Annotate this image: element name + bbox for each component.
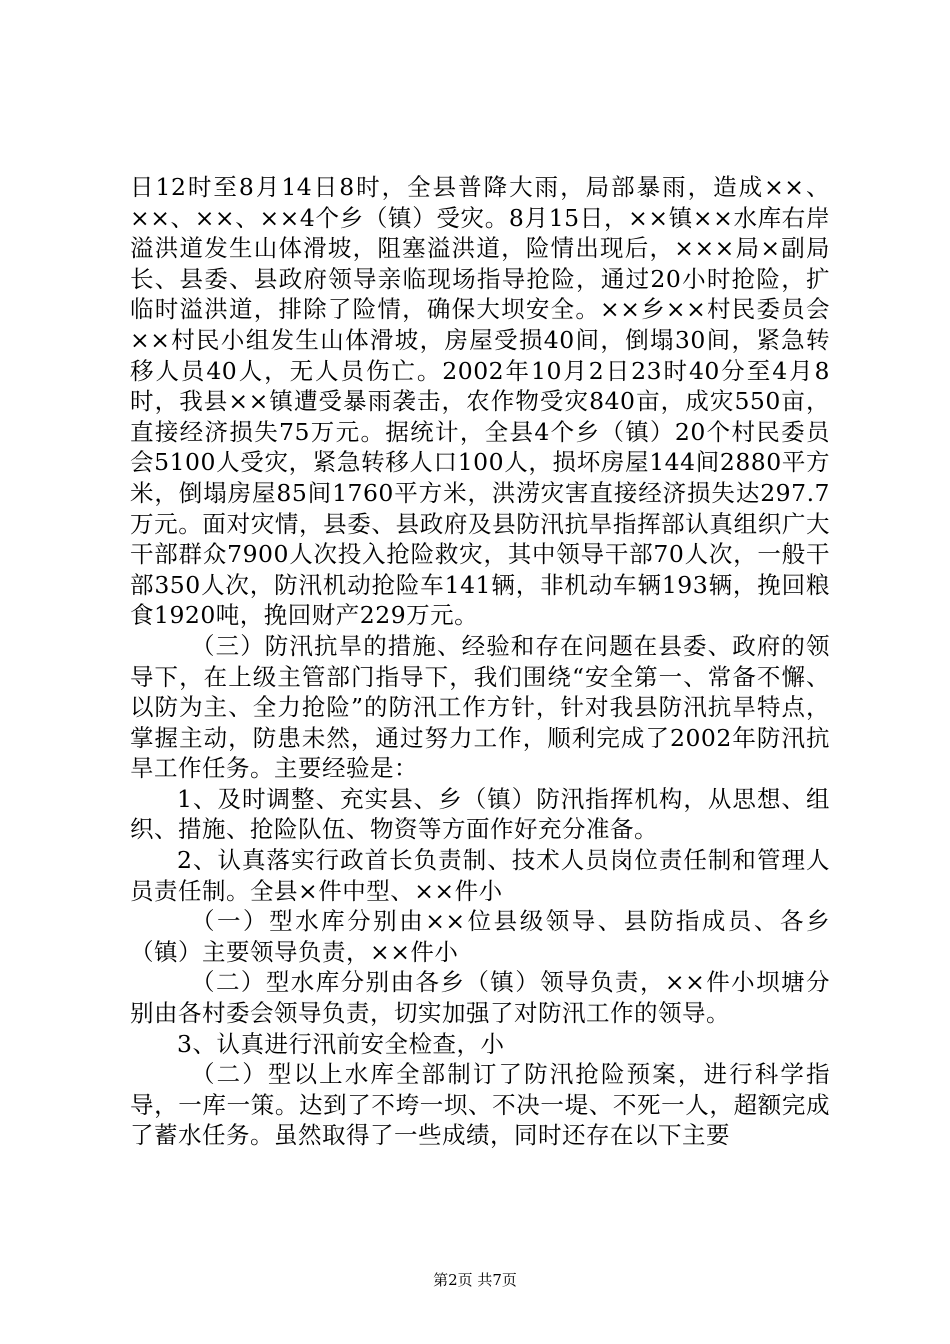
paragraph-flood-plans: （二）型以上水库全部制订了防汛抢险预案，进行科学指导，一库一策。达到了不垮一坝、不决一堤、不死一人，超额完成了蓄水任务。虽然取得了一些成绩，同时还存在以下主要 [130, 1060, 830, 1150]
paragraph-reservoir-type-2: （二）型水库分别由各乡（镇）领导负责，××件小坝塘分别由各村委会领导负责，切实加强了对防汛工作的领导。 [130, 968, 830, 1028]
paragraph-flood-summary: 日12时至8月14日8时，全县普降大雨，局部暴雨，造成××、××、××、××4个乡（镇）受灾。8月15日，××镇××水库右岸溢洪道发生山体滑坡，阻塞溢洪道，险情出现后，×××局×副局长、县委、县政府领导亲临现场指导抢险，通过20小时抢险，扩临时溢洪道，排除了险情，确保大坝安全。××乡××村民委员会××村民小组发生山体滑坡，房屋受损40间，倒塌30间，紧急转移人员40人，无人员伤亡。2002年10月2日23时40分至4月8时，我县××镇遭受暴雨袭击，农作物受灾840亩，成灾550亩，直接经济损失75万元。据统计，全县4个乡（镇）20个村民委员会5100人受灾，紧急转移人口100人，损坏房屋144间2880平方米，倒塌房屋85间1760平方米，洪涝灾害直接经济损失达297.7万元。面对灾情，县委、县政府及县防汛抗旱指挥部认真组织广大干部群众7900人次投入抢险救灾，其中领导干部70人次，一般干部350人次，防汛机动抢险车141辆，非机动车辆193辆，挽回粮食1920吨，挽回财产229万元。 [130, 173, 830, 630]
paragraph-experience-2: 2、认真落实行政首长负责制、技术人员岗位责任制和管理人员责任制。全县×件中型、××件小 [130, 846, 830, 905]
paragraph-reservoir-type-1: （一）型水库分别由××位县级领导、县防指成员、各乡（镇）主要领导负责，××件小 [130, 907, 830, 966]
paragraph-measures-experience: （三）防汛抗旱的措施、经验和存在问题在县委、政府的领导下，在上级主管部门指导下，我们围绕“安全第一、常备不懈、以防为主、全力抢险”的防汛工作方针，针对我县防汛抗旱特点，掌握主动，防患未然，通过努力工作，顺利完成了2002年防汛抗旱工作任务。主要经验是： [130, 631, 830, 783]
paragraph-experience-1: 1、及时调整、充实县、乡（镇）防汛指挥机构，从思想、组织、措施、抢险队伍、物资等方面作好充分准备。 [130, 784, 830, 844]
page-number-footer: 第2页 共7页 [433, 1271, 517, 1289]
document-body [130, 172, 830, 1151]
paragraph-experience-3: 3、认真进行汛前安全检查，小 [177, 1029, 505, 1058]
